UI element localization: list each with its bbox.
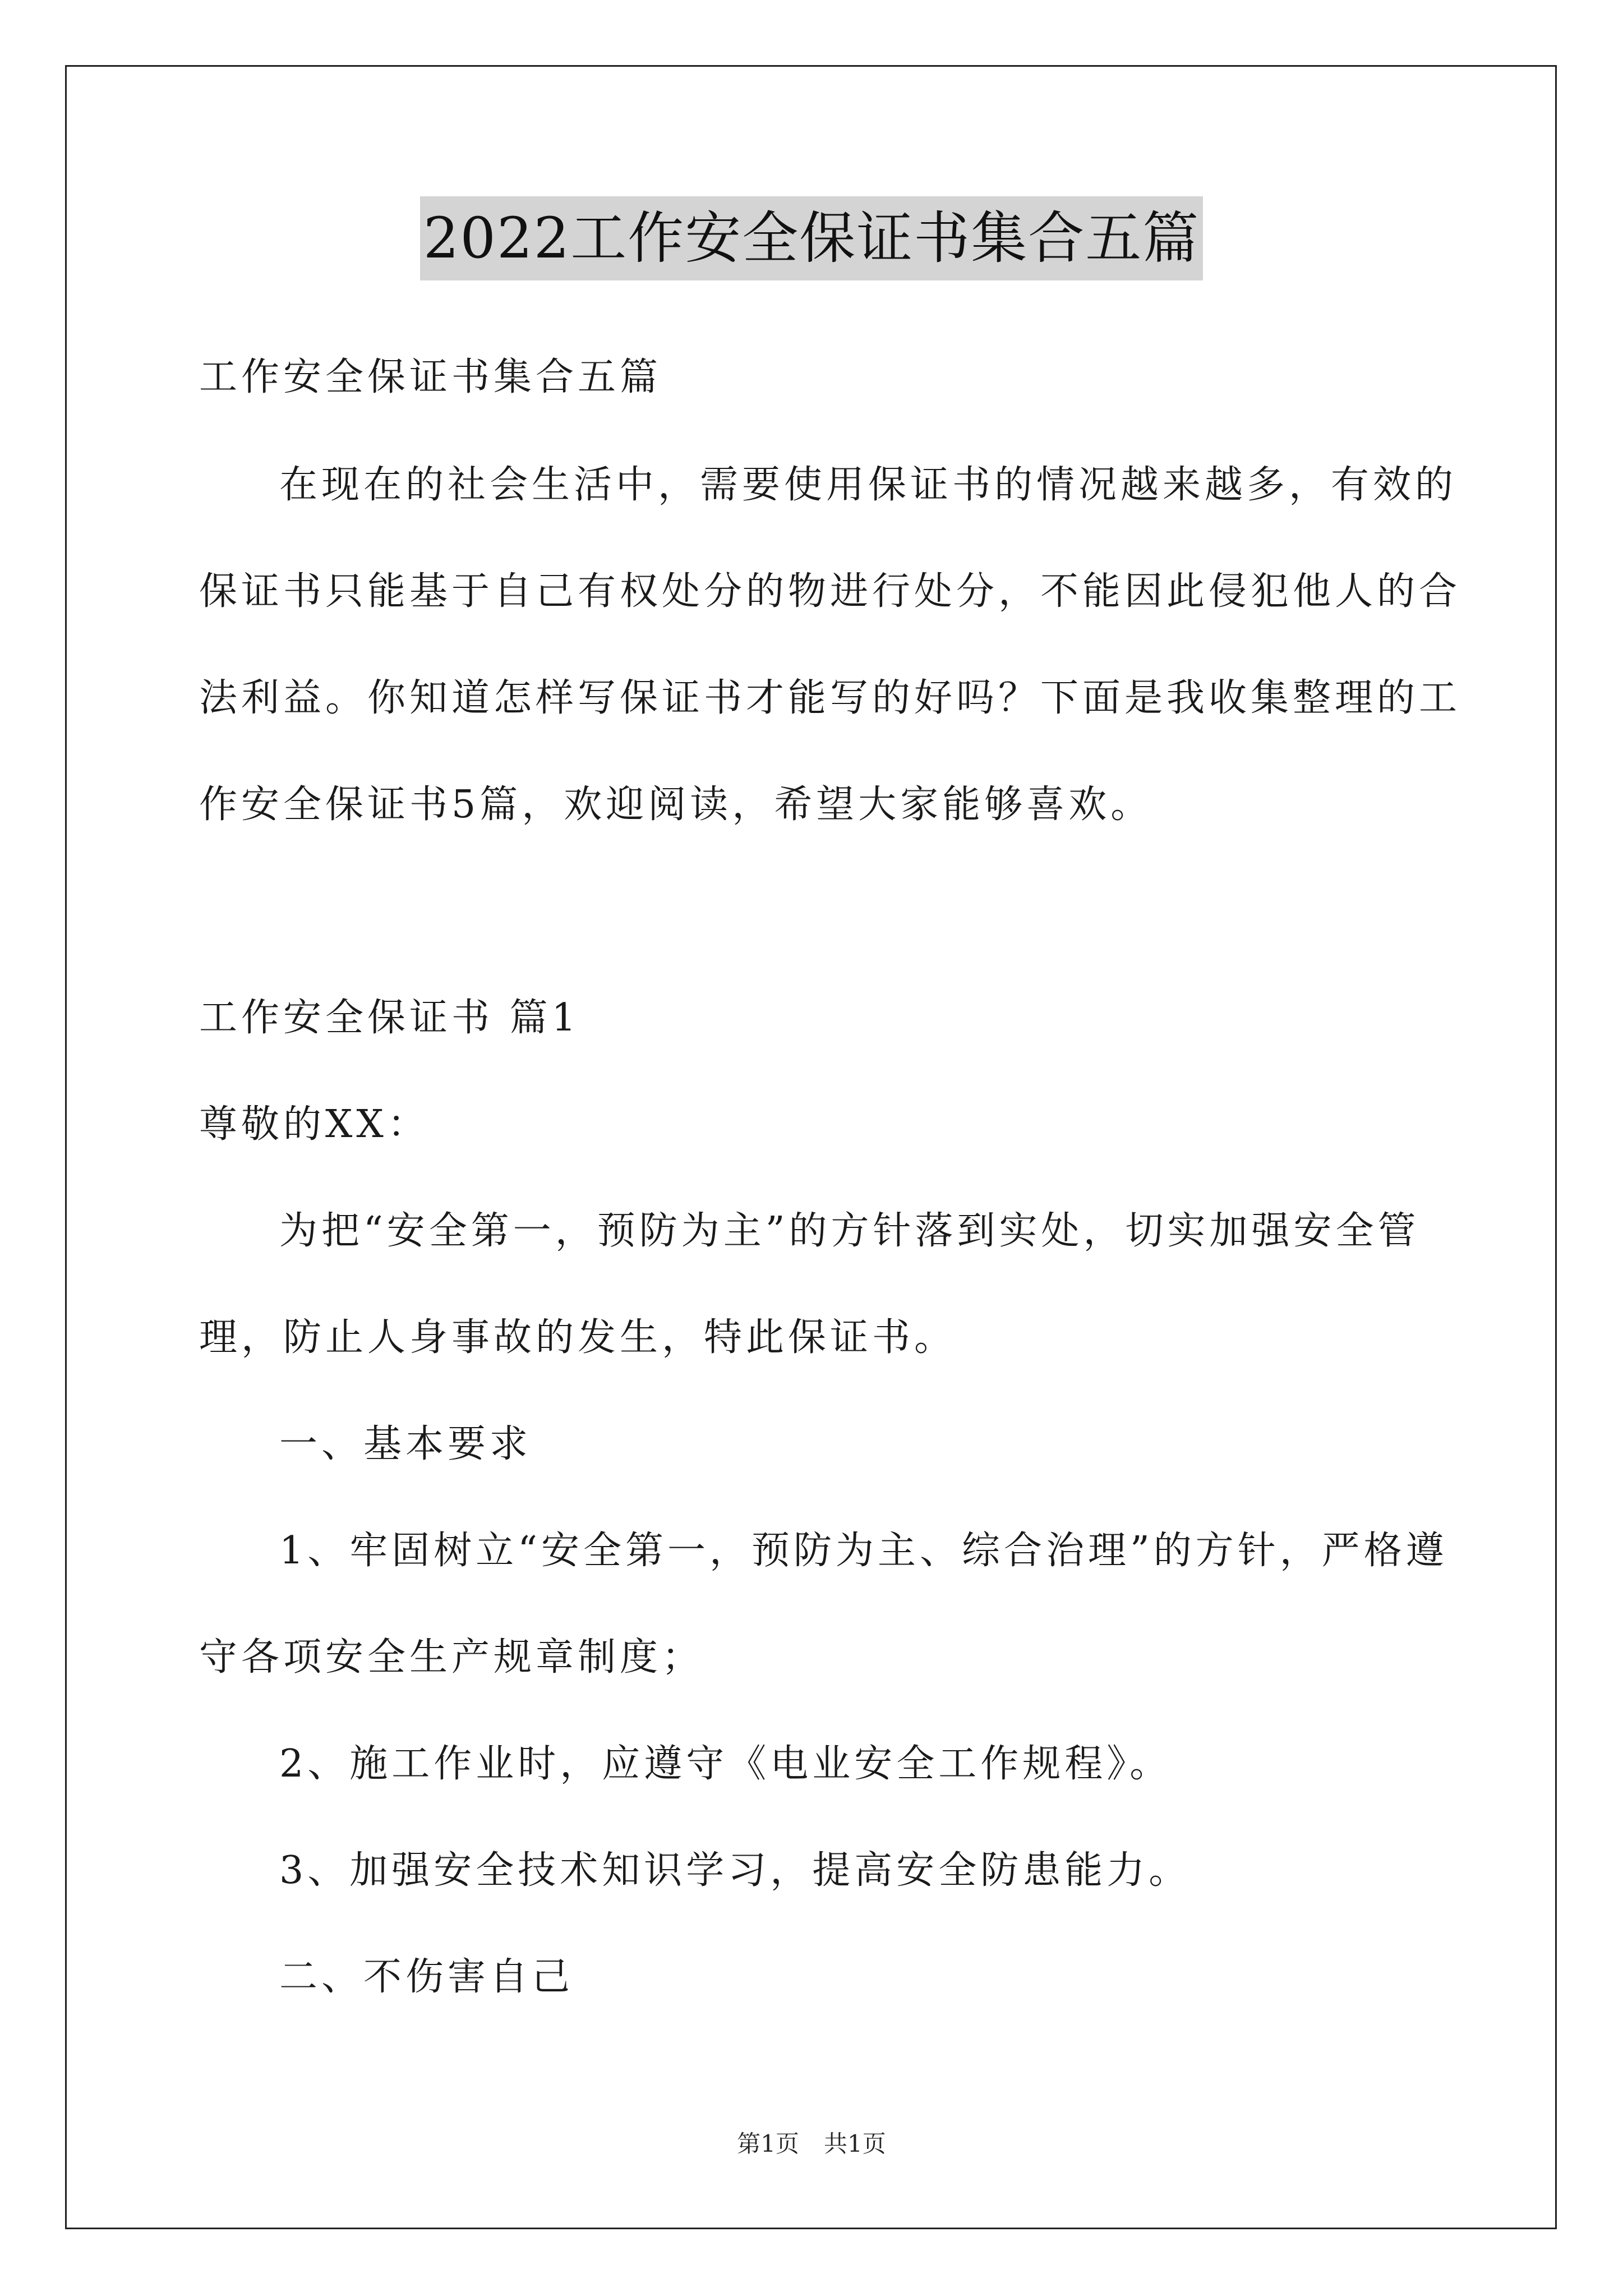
intro-line: 保证书只能基于自己有权处分的物进行处分，不能因此侵犯他人的合: [199, 569, 1461, 614]
body-line: 2、施工作业时，应遵守《电业安全工作规程》。: [279, 1742, 1172, 1786]
page-footer: [0, 2127, 1623, 2161]
intro-line: 法利益。你知道怎样写保证书才能写的好吗？下面是我收集整理的工: [199, 676, 1461, 720]
document-title: 2022工作安全保证书集合五篇: [420, 196, 1204, 280]
page-total: 共1页: [824, 2130, 886, 2157]
body-line: 理，防止人身事故的发生，特此保证书。: [199, 1315, 957, 1360]
salutation: 尊敬的XX：: [199, 1102, 430, 1147]
body-line: 二、不伤害自己: [279, 1955, 574, 1999]
body-line: 1、牢固树立“安全第一，预防为主、综合治理”的方针，严格遵: [279, 1529, 1448, 1573]
document-subtitle: 工作安全保证书集合五篇: [199, 355, 662, 399]
body-line: 一、基本要求: [279, 1422, 532, 1466]
intro-line: 作安全保证书5篇，欢迎阅读，希望大家能够喜欢。: [199, 783, 1153, 827]
section-heading: 工作安全保证书 篇1: [199, 996, 580, 1040]
intro-line: 在现在的社会生活中，需要使用保证书的情况越来越多，有效的: [279, 463, 1458, 507]
body-line: 为把“安全第一，预防为主”的方针落到实处，切实加强安全管: [279, 1209, 1420, 1253]
body-line: 守各项安全生产规章制度；: [199, 1635, 704, 1680]
title-container: [0, 196, 1623, 280]
page-number: 第1页: [737, 2130, 799, 2157]
body-line: 3、加强安全技术知识学习，提高安全防患能力。: [279, 1848, 1191, 1893]
